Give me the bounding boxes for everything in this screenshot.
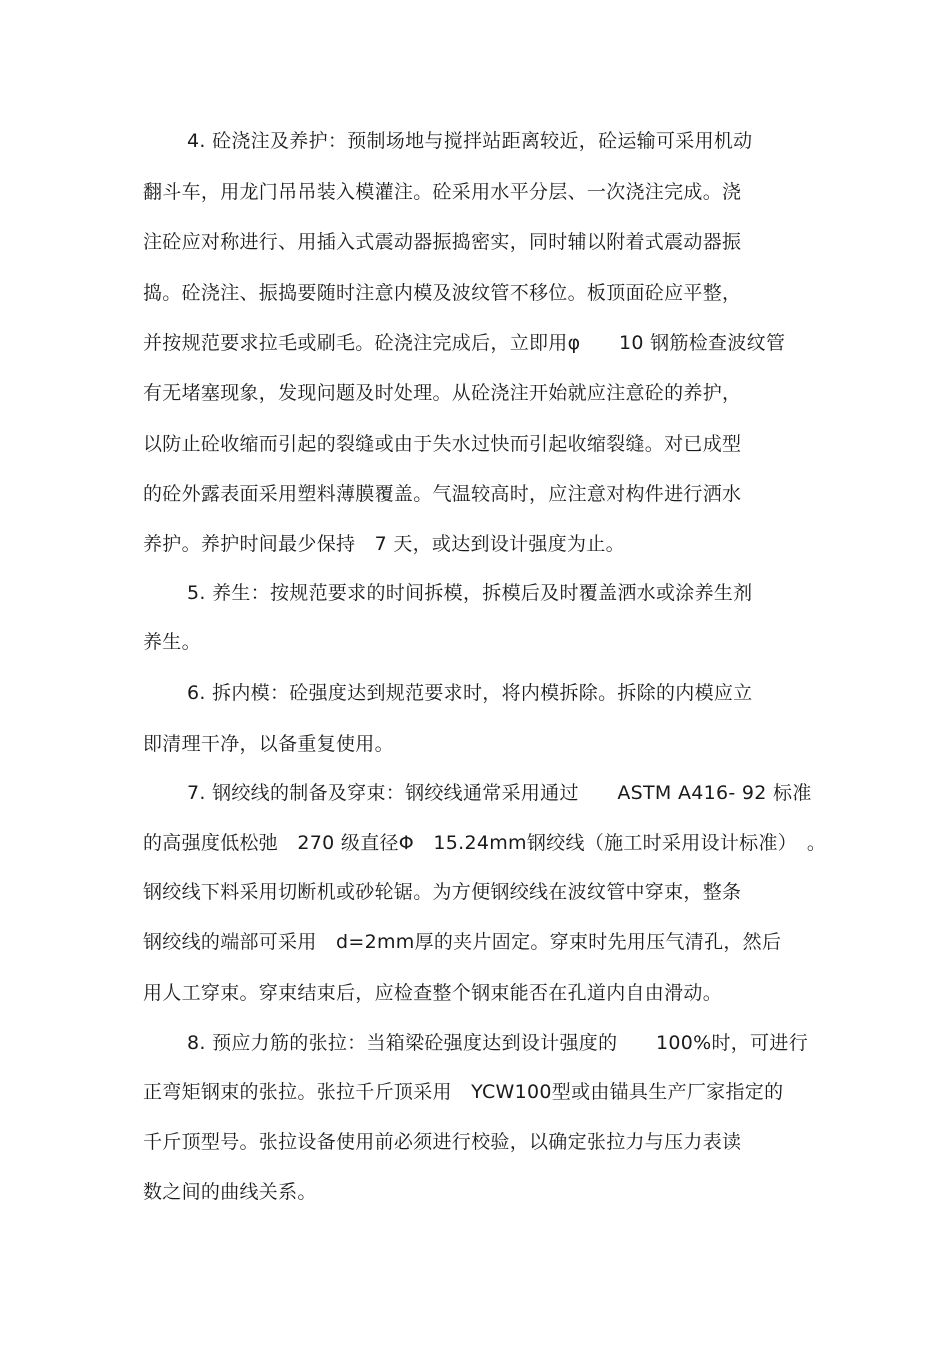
- text-line: 4. 砼浇注及养护：预制场地与搅拌站距离较近，砼运输可采用机动: [187, 130, 753, 152]
- text-line: 翻斗车，用龙门吊吊装入模灌注。砼采用水平分层、一次浇注完成。浇: [143, 181, 742, 203]
- text-line: 并按规范要求拉毛或刷毛。砼浇注完成后，立即用φ 10 钢筋检查波纹管: [143, 332, 786, 354]
- text-line: 5. 养生：按规范要求的时间拆模，拆模后及时覆盖洒水或涂养生剂: [187, 582, 753, 604]
- text-line: 的砼外露表面采用塑料薄膜覆盖。气温较高时，应注意对构件进行洒水: [143, 483, 742, 505]
- text-line: 有无堵塞现象，发现问题及时处理。从砼浇注开始就应注意砼的养护，: [143, 382, 742, 404]
- text-line: 的高强度低松弛 270 级直径Φ 15.24mm钢绞线（施工时采用设计标准） 。: [143, 832, 827, 854]
- text-line: 用人工穿束。穿束结束后，应检查整个钢束能否在孔道内自由滑动。: [143, 982, 723, 1004]
- text-line: 捣。砼浇注、振捣要随时注意内模及波纹管不移位。板顶面砼应平整，: [143, 282, 742, 304]
- text-line: 8. 预应力筋的张拉：当箱梁砼强度达到设计强度的 100%时，可进行: [187, 1032, 808, 1054]
- text-line: 钢绞线的端部可采用 d=2mm厚的夹片固定。穿束时先用压气清孔，然后: [143, 931, 782, 953]
- text-line: 注砼应对称进行、用插入式震动器振捣密实，同时辅以附着式震动器振: [143, 231, 742, 253]
- text-line: 千斤顶型号。张拉设备使用前必须进行校验，以确定张拉力与压力表读: [143, 1131, 742, 1153]
- text-line: 即清理干净，以备重复使用。: [143, 733, 394, 755]
- text-line: 养护。养护时间最少保持 7 天，或达到设计强度为止。: [143, 533, 625, 555]
- text-line: 正弯矩钢束的张拉。张拉千斤顶采用 YCW100型或由锚具生产厂家指定的: [143, 1081, 784, 1103]
- text-line: 养生。: [143, 631, 201, 653]
- text-line: 钢绞线下料采用切断机或砂轮锯。为方便钢绞线在波纹管中穿束，整条: [143, 881, 742, 903]
- text-line: 7. 钢绞线的制备及穿束：钢绞线通常采用通过 ASTM A416- 92 标准: [187, 782, 812, 804]
- text-line: 数之间的曲线关系。: [143, 1181, 317, 1203]
- text-line: 6. 拆内模：砼强度达到规范要求时，将内模拆除。拆除的内模应立: [187, 682, 753, 704]
- text-line: 以防止砼收缩而引起的裂缝或由于失水过快而引起收缩裂缝。对已成型: [143, 433, 742, 455]
